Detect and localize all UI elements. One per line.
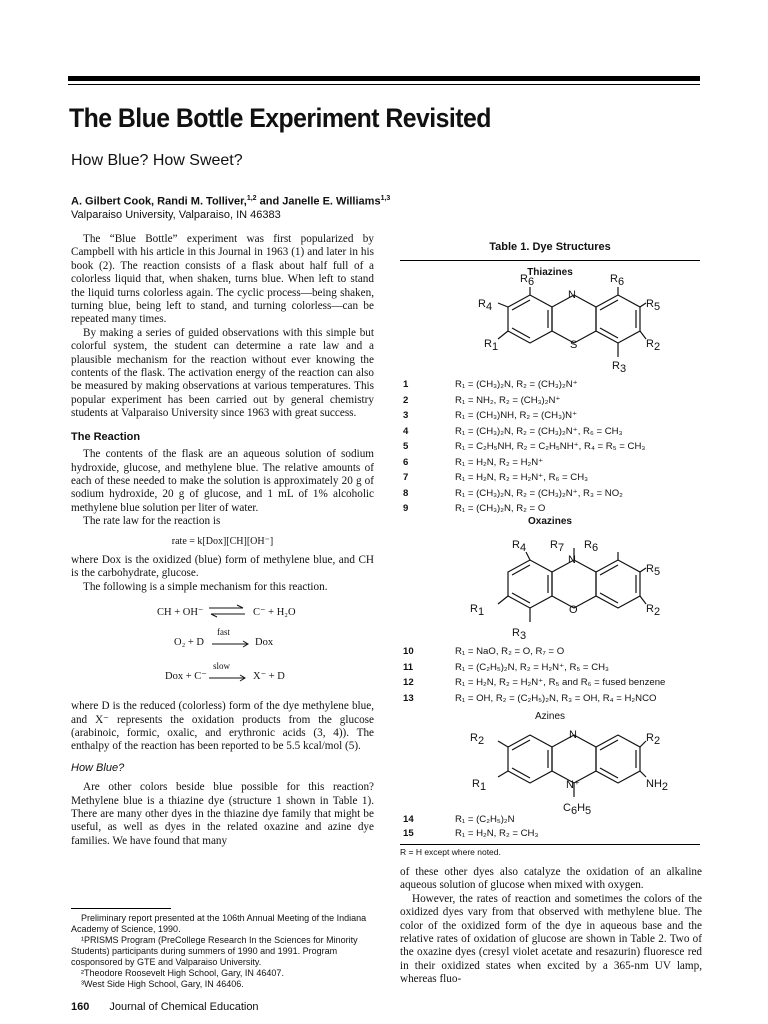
thiazine-row bbox=[403, 395, 560, 406]
mech1-left: CH + OH⁻ bbox=[157, 607, 204, 619]
substituent-text: R₁ = (CH₃)₂N, R₂ = (CH₃)₂N⁺, R₆ = CH₃ bbox=[455, 425, 623, 437]
authors-and: and Janelle E. Williams bbox=[256, 195, 381, 208]
mech2-label: fast bbox=[217, 627, 230, 638]
substituent-text: R₁ = (CH₃)NH, R₂ = (CH₃)N⁺ bbox=[455, 410, 578, 421]
structure-number: 9 bbox=[403, 503, 409, 514]
mech2-left: O₂ + D bbox=[174, 637, 204, 649]
mech2-right: Dox bbox=[255, 637, 274, 649]
top-rule bbox=[68, 76, 700, 81]
substituent-text: R₁ = H₂N, R₂ = H₂N⁺, R₅ and R₆ = fused benzene bbox=[455, 677, 666, 688]
table-caption: Table 1. Dye Structures bbox=[489, 241, 611, 253]
affiliation: Valparaiso University, Valparaiso, IN 46383 bbox=[71, 209, 281, 221]
oxazine-n-label: N bbox=[568, 554, 576, 566]
substituent-text: R₁ = (CH₃)₂N, R₂ = (CH₃)₂N⁺, R₃ = NO₂ bbox=[455, 487, 623, 499]
structure-number: 12 bbox=[403, 677, 414, 688]
table-note: R = H except where noted. bbox=[400, 847, 501, 857]
paragraph-how-blue: Are other colors beside blue possible for this reaction? Methylene blue is a thiazine dye (structure 1 shown in Table 1). There are many other dyes in the thiazine dye family that might be useful, as well as dyes in the related oxazine and azine dye families. We have found that many bbox=[71, 781, 374, 847]
paragraph-dox: where Dox is the oxidized (blue) form of methylene blue, and CH is the carbohydrate, glucose. bbox=[71, 553, 374, 580]
footnote-rule bbox=[71, 908, 171, 909]
thiazine-row bbox=[403, 379, 578, 390]
thiazine-row bbox=[403, 472, 588, 483]
thiazine-row bbox=[403, 503, 545, 514]
oxazine-row bbox=[403, 646, 564, 657]
authors-text: A. Gilbert Cook, Randi M. Tolliver, bbox=[71, 195, 247, 208]
paragraph-reduced: where D is the reduced (colorless) form of the dye methylene blue, and X⁻ represents the oxidation products from the glucose (arabinoic, formic, oxalic, and erythronic acids (3, 4)). The enthalpy of the reaction has been reported to be 5.5 kcal/mol (5). bbox=[71, 700, 374, 753]
left-column bbox=[71, 233, 374, 848]
thiazine-structure bbox=[470, 273, 661, 380]
oxazine-row bbox=[403, 677, 665, 688]
article-subtitle: How Blue? How Sweet? bbox=[71, 152, 243, 169]
thiazine-row bbox=[403, 488, 623, 499]
footnote-0: Preliminary report presented at the 106th Annual Meeting of the Indiana Academy of Science, 1990. bbox=[71, 913, 367, 934]
structure-number: 11 bbox=[403, 661, 414, 673]
substituent-text: R₁ = (C₂H₅)₂N bbox=[455, 814, 515, 825]
thiazine-r3: R3 bbox=[612, 360, 627, 375]
author-sup-2: 1,3 bbox=[380, 195, 391, 202]
thiazine-r2: R2 bbox=[646, 338, 661, 353]
azine-n-label: N bbox=[569, 729, 577, 741]
oxazine-r4: R4 bbox=[512, 539, 527, 554]
structure-number: 14 bbox=[403, 814, 414, 825]
mechanism-block bbox=[71, 600, 374, 692]
journal-name: Journal of Chemical Education bbox=[109, 1001, 259, 1013]
oxazine-r1: R1 bbox=[470, 603, 485, 618]
azine-nh2: NH2 bbox=[646, 778, 669, 793]
author-sup-1: 1,2 bbox=[246, 195, 257, 202]
structure-number: 8 bbox=[403, 487, 409, 499]
thiazine-r1: R1 bbox=[484, 338, 499, 353]
structure-number: 3 bbox=[403, 410, 409, 421]
rate-equation: rate = k[Dox][CH][OH⁻] bbox=[171, 535, 274, 547]
paragraph-guided: By making a series of guided observations with this simple but colorful system, the student can determine a rate law and a plausible mechanism for the reaction without ever knowing the contents of the flask. The activation energy of the reaction can also be measured by making observations at various temperatures. This popular experiment has been carried out by general chemistry students at Valparaiso University since 1963 with great success. bbox=[71, 326, 374, 420]
oxazine-structure bbox=[470, 539, 661, 645]
azine-row bbox=[403, 814, 515, 825]
substituent-text: R₁ = (CH₃)₂N, R₂ = O bbox=[455, 503, 546, 514]
oxazine-o-label: O bbox=[569, 604, 578, 616]
paragraph-right-2: However, the rates of reaction and sometimes the colors of the oxidized dyes vary from that observed with methylene blue. The color of the oxidized form of the dye in aqueous base and the relative rates of oxidation of glucose are shown in Table 2. Two of the oxazine dyes (cresyl violet acetate and resazurin) fluoresce red in their oxidized states when excited by a 365-nm UV lamp, whereas fluo- bbox=[400, 892, 702, 986]
azine-nplus-label: N⁺ bbox=[566, 779, 580, 791]
mech3-left: Dox + C⁻ bbox=[165, 671, 207, 683]
structure-number: 5 bbox=[403, 441, 409, 452]
oxazine-r2: R2 bbox=[646, 603, 661, 618]
mech3-right: X⁻ + D bbox=[253, 671, 285, 683]
thiazine-r6-left: R6 bbox=[520, 273, 535, 288]
thiazine-row bbox=[403, 441, 645, 452]
arrow-slow-icon bbox=[208, 674, 248, 682]
table-rule-bottom bbox=[400, 844, 700, 845]
thiazine-r6-right: R6 bbox=[610, 273, 625, 288]
structure-number: 2 bbox=[403, 394, 409, 406]
paragraph-contents: The contents of the flask are an aqueous solution of sodium hydroxide, glucose, and methylene blue. The relative amounts of each of these needed to make the solution is approximately 20 g of sodium hydroxide, 20 g of glucose, and 1 mL of 1% alcoholic methylene blue solution per liter of water. bbox=[71, 448, 374, 514]
azine-r1: R1 bbox=[472, 778, 487, 793]
paragraph-intro: The “Blue Bottle” experiment was first popularized by Campbell with his article in this Journal in 1963 (1) and later in his book (2). The reaction consists of a flask about half full of a colorless liquid that, when shaken, turns blue. When left to stand the liquid turns colorless again. The cyclic process—being shaken, turning blue, being left to stand, and turning colorless—can be repeated many times. bbox=[71, 233, 374, 326]
heading-how-blue: How Blue? bbox=[71, 761, 125, 774]
oxazine-row bbox=[403, 662, 609, 673]
mech1-right: C⁻ + H₂O bbox=[253, 607, 296, 619]
footnote-2: ²Theodore Roosevelt High School, Gary, IN 46407. bbox=[81, 968, 284, 978]
azine-c6h5: C6H5 bbox=[563, 802, 592, 817]
substituent-text: R₁ = H₂N, R₂ = H₂N⁺, R₆ = CH₃ bbox=[455, 472, 589, 483]
page-footer bbox=[71, 1001, 259, 1013]
substituent-text: R₁ = C₂H₅NH, R₂ = C₂H₅NH⁺, R₄ = R₅ = CH₃ bbox=[455, 441, 646, 452]
azine-structure bbox=[470, 729, 669, 820]
paragraph-mechanism: The following is a simple mechanism for this reaction. bbox=[83, 580, 328, 593]
substituent-text: R₁ = H₂N, R₂ = H₂N⁺ bbox=[455, 456, 544, 468]
structure-number: 1 bbox=[403, 379, 409, 390]
structure-number: 7 bbox=[403, 472, 409, 483]
thiazine-r5: R5 bbox=[646, 298, 661, 313]
azine-r2-right: R2 bbox=[646, 732, 661, 747]
thiazine-s-label: S bbox=[570, 339, 578, 351]
arrow-fast-icon bbox=[211, 640, 251, 648]
thiazine-row bbox=[403, 426, 623, 437]
page-number: 160 bbox=[71, 1001, 90, 1013]
structure-number: 6 bbox=[403, 456, 409, 468]
thiazine-r4: R4 bbox=[478, 298, 493, 313]
paragraph-rate-law: The rate law for the reaction is bbox=[83, 515, 221, 528]
table-rule-top bbox=[400, 260, 700, 261]
oxazine-r7: R7 bbox=[550, 539, 565, 554]
structure-number: 13 bbox=[403, 692, 414, 704]
section-oxazines: Oxazines bbox=[528, 516, 572, 527]
oxazine-r3: R3 bbox=[512, 627, 527, 642]
structure-number: 15 bbox=[403, 828, 414, 839]
oxazine-row bbox=[403, 693, 656, 704]
right-column bbox=[400, 866, 702, 987]
thiazine-n-label: N bbox=[568, 289, 576, 301]
article-title: The Blue Bottle Experiment Revisited bbox=[69, 103, 491, 133]
substituent-text: R₁ = (C₂H₅)₂N, R₂ = H₂N⁺, R₅ = CH₃ bbox=[455, 661, 609, 673]
azine-r2-left: R2 bbox=[470, 732, 485, 747]
author-line bbox=[71, 195, 390, 208]
thiazine-row bbox=[403, 457, 543, 468]
equilibrium-arrow-icon bbox=[207, 604, 247, 618]
substituent-text: R₁ = OH, R₂ = (C₂H₅)₂N, R₃ = OH, R₄ = H₂NCO bbox=[455, 692, 657, 704]
structure-number: 10 bbox=[403, 646, 414, 657]
azine-row bbox=[403, 828, 538, 839]
section-azines: Azines bbox=[534, 711, 565, 722]
structure-number: 4 bbox=[403, 425, 409, 437]
heading-the-reaction: The Reaction bbox=[71, 430, 141, 443]
footnotes bbox=[71, 913, 371, 990]
substituent-text: R₁ = NH₂, R₂ = (CH₃)₂N⁺ bbox=[455, 394, 561, 406]
oxazine-r5: R5 bbox=[646, 563, 661, 578]
footnote-3: ³West Side High School, Gary, IN 46406. bbox=[81, 979, 244, 989]
mech3-label: slow bbox=[213, 661, 231, 672]
thiazine-row bbox=[403, 410, 577, 421]
footnote-1: ¹PRISMS Program (PreCollege Research In the Sciences for Minority Students) participants during summers of 1990 and 1991. Program cosponsored by GTE and Valparaiso University. bbox=[71, 935, 358, 967]
oxazine-r6: R6 bbox=[584, 539, 599, 554]
paragraph-right-1: of these other dyes also catalyze the oxidation of an alkaline aqueous solution of glucose when mixed with oxygen. bbox=[400, 866, 702, 892]
top-rule-thin bbox=[68, 84, 700, 85]
substituent-text: R₁ = NaO, R₂ = O, R₇ = O bbox=[455, 646, 565, 657]
substituent-text: R₁ = (CH₃)₂N, R₂ = (CH₃)₂N⁺ bbox=[455, 379, 578, 390]
substituent-text: R₁ = H₂N, R₂ = CH₃ bbox=[455, 828, 539, 839]
section-thiazines: Thiazines bbox=[527, 267, 573, 278]
